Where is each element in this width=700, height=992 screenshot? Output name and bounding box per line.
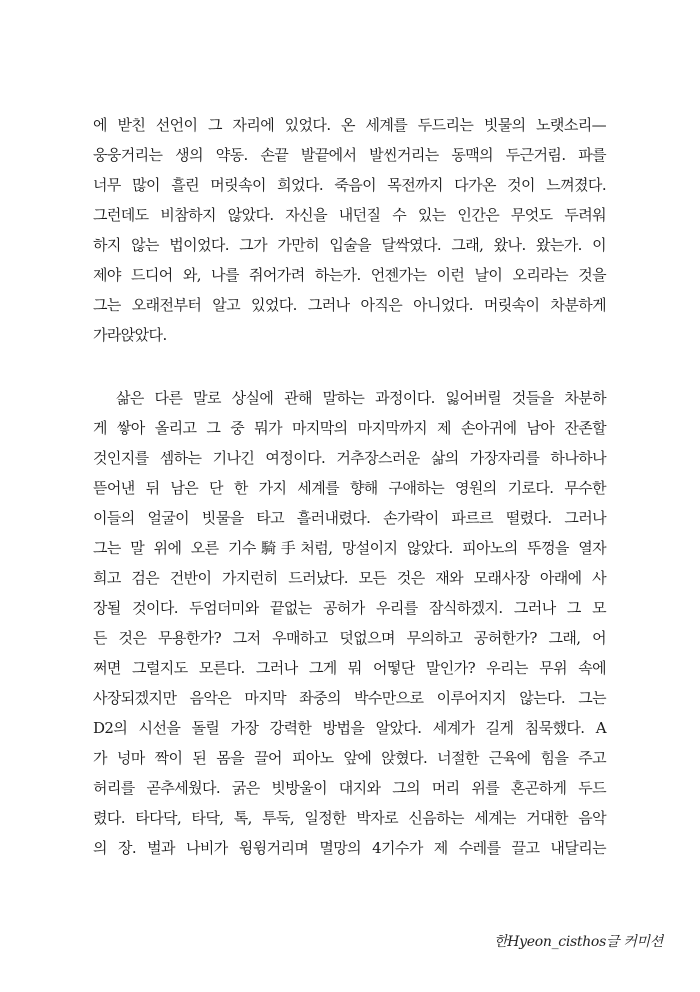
- text-line: 그는 말 위에 오른 기수騎手처럼, 망설이지 않았다. 피아노의 뚜껑을 열자: [93, 539, 606, 557]
- paragraph-1: [93, 110, 606, 350]
- text-line: 웅웅거리는 생의 약동. 손끝 발끝에서 발씬거리는 동맥의 두근거림. 파를: [93, 146, 606, 164]
- text-line: 쩌면 그럴지도 모른다. 그러나 그게 뭐 어떻단 말인가? 우리는 무위 속에: [93, 659, 606, 677]
- text-line: 제야 드디어 와, 나를 쥐어가려 하는가. 언젠가는 이런 날이 오리라는 것을: [93, 266, 606, 284]
- text-line: 가 넝마 짝이 된 몸을 끌어 피아노 앞에 앉혔다. 너절한 근육에 힘을 주고: [93, 749, 606, 767]
- footer-credit: 한Hyeon_cisthos글 커미션: [494, 934, 663, 950]
- text-line: 것인지를 셈하는 기나긴 여정이다. 거추장스러운 삶의 가장자리를 하나하나: [93, 449, 606, 467]
- paragraph-2: [93, 383, 606, 863]
- text-line: 허리를 곧추세웠다. 굵은 빗방울이 대지와 그의 머리 위를 혼곤하게 두드: [93, 779, 606, 797]
- text-line: 렸다. 타다닥, 타닥, 톡, 투둑, 일정한 박자로 신음하는 세계는 거대한 음악: [93, 809, 606, 827]
- text-line: 의 장. 벌과 나비가 윙윙거리며 멸망의 4기수가 제 수레를 끌고 내달리는: [93, 839, 606, 857]
- text-line: 가라앉았다.: [93, 326, 167, 344]
- text-line: 뜯어낸 뒤 남은 단 한 가지 세계를 향해 구애하는 영원의 기로다. 무수한: [93, 479, 606, 497]
- text-line: 게 쌓아 올리고 그 중 뭐가 마지막의 마지막까지 제 손아귀에 남아 잔존할: [93, 419, 606, 437]
- text-line: 그는 오래전부터 알고 있었다. 그러나 아직은 아니었다. 머릿속이 차분하게: [93, 296, 606, 314]
- text-line: 에 받친 선언이 그 자리에 있었다. 온 세계를 두드리는 빗물의 노랫소리—: [93, 116, 606, 134]
- text-line: D2의 시선을 돌릴 가장 강력한 방법을 알았다. 세계가 길게 침묵했다. A: [93, 719, 606, 737]
- text-line: 든 것은 무용한가? 그저 우매하고 덧없으며 무의하고 공허한가? 그래, 어: [93, 629, 606, 647]
- text-line: 장될 것이다. 두엄더미와 끝없는 공허가 우리를 잠식하겠지. 그러나 그 모: [93, 599, 606, 617]
- text-line: 그런데도 비참하지 않았다. 자신을 내던질 수 있는 인간은 무엇도 두려워: [93, 206, 606, 224]
- text-line: 하지 않는 법이었다. 그가 가만히 입술을 달싹였다. 그래, 왔나. 왔는가. 이: [93, 236, 606, 254]
- text-line: 사장되겠지만 음악은 마지막 좌중의 박수만으로 이루어지지 않는다. 그는: [93, 689, 606, 707]
- text-line: 이들의 얼굴이 빗물을 타고 흘러내렸다. 손가락이 파르르 떨렸다. 그러나: [93, 509, 606, 527]
- text-line: 삶은 다른 말로 상실에 관해 말하는 과정이다. 잃어버릴 것들을 차분하: [116, 389, 606, 407]
- text-line: 너무 많이 흘린 머릿속이 희었다. 죽음이 목전까지 다가온 것이 느껴졌다.: [93, 176, 606, 194]
- text-line: 희고 검은 건반이 가지런히 드러났다. 모든 것은 재와 모래사장 아래에 사: [93, 569, 606, 587]
